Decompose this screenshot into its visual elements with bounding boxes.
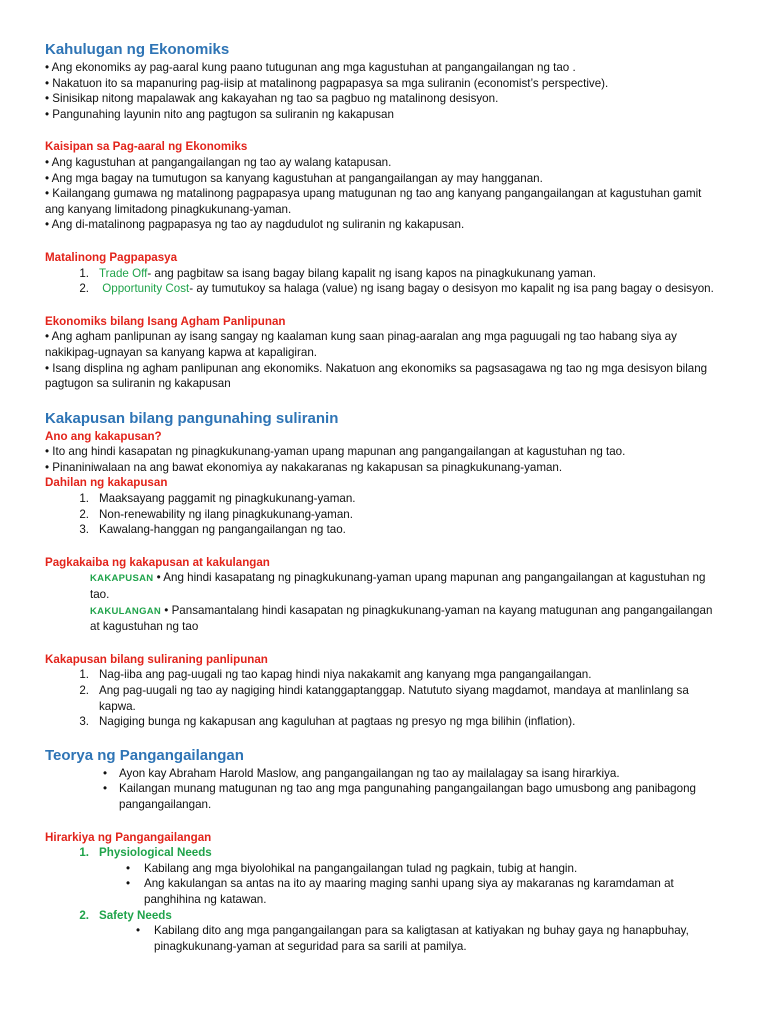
item-label: Physiological Needs	[99, 846, 212, 860]
definition-block	[45, 570, 718, 634]
paragraph: • Nakatuon ito sa mapanuring pag-iisip at matalinong pagpapasya sa mga suliranin (economist’s perspective).	[45, 76, 609, 90]
definition-kakapusan	[90, 570, 718, 602]
item-text: Non-renewability ng ilang pinagkukunang-yaman.	[99, 507, 353, 521]
numbered-item	[45, 714, 718, 730]
numbered-heading-physiological	[45, 845, 718, 861]
item-number: 2.	[79, 507, 89, 521]
section-title-kakapusan: Kakapusan bilang pangunahing suliranin	[45, 409, 339, 427]
bullet-icon: •	[102, 766, 107, 780]
numbered-item	[45, 507, 718, 523]
paragraph: • Ang kagustuhan at pangangailangan ng tao ay walang katapusan.	[45, 155, 392, 169]
item-number: 3.	[79, 715, 89, 729]
term-kakapusan: KAKAPUSAN	[90, 573, 154, 585]
item-number: 1.	[79, 266, 89, 280]
section-title-teorya: Teorya ng Pangangailangan	[45, 746, 244, 764]
paragraph: • Isang displina ng agham panlipunan ang ekonomiks. Nakatuon ang ekonomiks sa pagsasagawa ng tao ng mga desisyon bilang pagtugon sa suliranin ng kakapusan	[45, 361, 708, 391]
paragraph: • Ang di-matalinong pagpapasya ng tao ay nagdudulot ng suliranin ng kakapusan.	[45, 218, 465, 232]
bullet-icon: •	[135, 924, 140, 938]
item-text: Ayon kay Abraham Harold Maslow, ang pangangailangan ng tao ay mailalagay sa isang hirarkiya.	[119, 766, 620, 780]
item-text: Ang kakulangan sa antas na ito ay maaring maging sanhi upang siya ay makaranas ng karamdaman at panghihina ng katawan.	[144, 877, 674, 906]
paragraph: • Pinaniniwalaan na ang bawat ekonomiya ay nakakaranas ng kakapusan sa pinagkukunang-yaman.	[45, 460, 563, 474]
term-definition: • Pansamantalang hindi kasapatan ng pinagkukunang-yaman na kayang matugunan ang pangangailangan at kagustuhan ng tao	[90, 603, 713, 634]
term-opportunity-cost: Opportunity Cost	[102, 282, 190, 296]
term-definition: - ang pagbitaw sa isang bagay bilang kapalit ng isang kapos na pinagkukunang yaman.	[147, 266, 596, 280]
paragraph: • Ang ekonomiks ay pag-aaral kung paano tutugunan ang mga kagustuhan at pangangailangan ng tao .	[45, 61, 576, 74]
bullet-item	[45, 876, 718, 907]
item-number: 2.	[79, 908, 89, 922]
paragraph: • Ito ang hindi kasapatan ng pinagkukunang-yaman upang mapunan ang pangangailangan at kagustuhan ng tao.	[45, 445, 626, 459]
term-definition: - ay tumutukoy sa halaga (value) ng isang bagay o desisyon mo kapalit ng isa pang bagay o desisyon.	[189, 282, 714, 296]
item-text: Ang pag-uugali ng tao ay nagiging hindi katanggaptanggap. Natututo siyang magdamot, mandaya at manlinlang sa kapwa.	[99, 684, 689, 713]
subsection-title-matalinong-pagpapasya: Matalinong Pagpapasya	[45, 250, 178, 264]
subsection-title-kaisipan: Kaisipan sa Pag-aaral ng Ekonomiks	[45, 140, 248, 154]
paragraph: • Kailangang gumawa ng matalinong pagpapasya upang matugunan ng tao ang kanyang pangangailangan at kagustuhan gamit ang kanyang limitadong pinagkukunang-yaman.	[45, 187, 702, 216]
bullet-icon: •	[102, 782, 107, 796]
term-kakulangan: KAKULANGAN	[90, 605, 162, 617]
subsection-title-ano-ang-kakapusan: Ano ang kakapusan?	[45, 429, 162, 443]
paragraph: • Ang agham panlipunan ay isang sangay ng kaalaman kung saan pinag-aaralan ang mga paguugali ng tao habang siya ay nakikipag-ugnayan sa kanyang kapwa at kapaligiran.	[45, 330, 677, 359]
item-number: 2.	[79, 684, 89, 697]
item-number: 1.	[79, 846, 89, 860]
paragraph: • Pangunahing layunin nito ang pagtugon sa suliranin ng kakapusan	[45, 107, 394, 121]
numbered-heading-safety	[45, 908, 718, 924]
paragraph: • Ang mga bagay na tumutugon sa kanyang kagustuhan at pangangailangan ay may hangganan.	[45, 171, 543, 185]
item-text: Maaksayang paggamit ng pinagkukunang-yaman.	[99, 492, 356, 506]
subsection-title-agham-panlipunan: Ekonomiks bilang Isang Agham Panlipunan	[45, 314, 286, 328]
item-number: 1.	[79, 492, 89, 506]
subsection-title-dahilan: Dahilan ng kakapusan	[45, 476, 168, 490]
numbered-item	[45, 667, 718, 683]
numbered-item	[45, 281, 718, 297]
numbered-item	[45, 491, 718, 507]
subsection-title-hirarkiya: Hirarkiya ng Pangangailangan	[45, 830, 212, 844]
bullet-item	[45, 861, 718, 877]
item-text: Kabilang dito ang mga pangangailangan para sa kaligtasan at katiyakan ng buhay gaya ng hanapbuhay, pinagkukunang-yaman at seguridad para sa sarili at pamilya.	[154, 924, 689, 953]
numbered-item	[45, 266, 718, 282]
numbered-item	[45, 683, 718, 714]
term-definition: • Ang hindi kasapatang ng pinagkukunang-yaman upang mapunan ang pangangailangan at kagustuhan ng tao.	[90, 571, 706, 602]
subsection-title-suliraning-panlipunan: Kakapusan bilang suliraning panlipunan	[45, 652, 268, 666]
subsection-title-pagkakaiba: Pagkakaiba ng kakapusan at kakulangan	[45, 555, 270, 569]
bullet-item	[45, 766, 718, 782]
bullet-icon: •	[125, 877, 130, 891]
paragraph: • Sinisikap nitong mapalawak ang kakayahan ng tao sa pagbuo ng matalinong desisyon.	[45, 92, 499, 106]
item-label: Safety Needs	[99, 908, 172, 922]
item-text: Kailangan munang matugunan ng tao ang mga pangunahing pangangailangan bago umusbong ang panibagong pangangailangan.	[119, 782, 696, 811]
item-text: Kabilang ang mga biyolohikal na pangangailangan tulad ng pagkain, tubig at hangin.	[144, 861, 578, 875]
section-title-kahulugan: Kahulugan ng Ekonomiks	[45, 41, 230, 58]
definition-kakulangan	[90, 603, 718, 635]
item-number: 1.	[79, 668, 89, 682]
bullet-icon: •	[125, 861, 130, 875]
numbered-item	[45, 522, 718, 538]
item-number: 2.	[79, 282, 89, 296]
bullet-item	[45, 923, 718, 954]
term-trade-off: Trade Off	[99, 266, 148, 280]
item-text: Kawalang-hanggan ng pangangailangan ng tao.	[99, 523, 346, 537]
item-number: 3.	[79, 523, 89, 537]
item-text: Nag-iiba ang pag-uugali ng tao kapag hindi niya nakakamit ang kanyang mga pangangailangan.	[99, 668, 592, 682]
bullet-item	[45, 781, 718, 812]
item-text: Nagiging bunga ng kakapusan ang kaguluhan at pagtaas ng presyo ng mga bilihin (inflation).	[99, 715, 576, 729]
